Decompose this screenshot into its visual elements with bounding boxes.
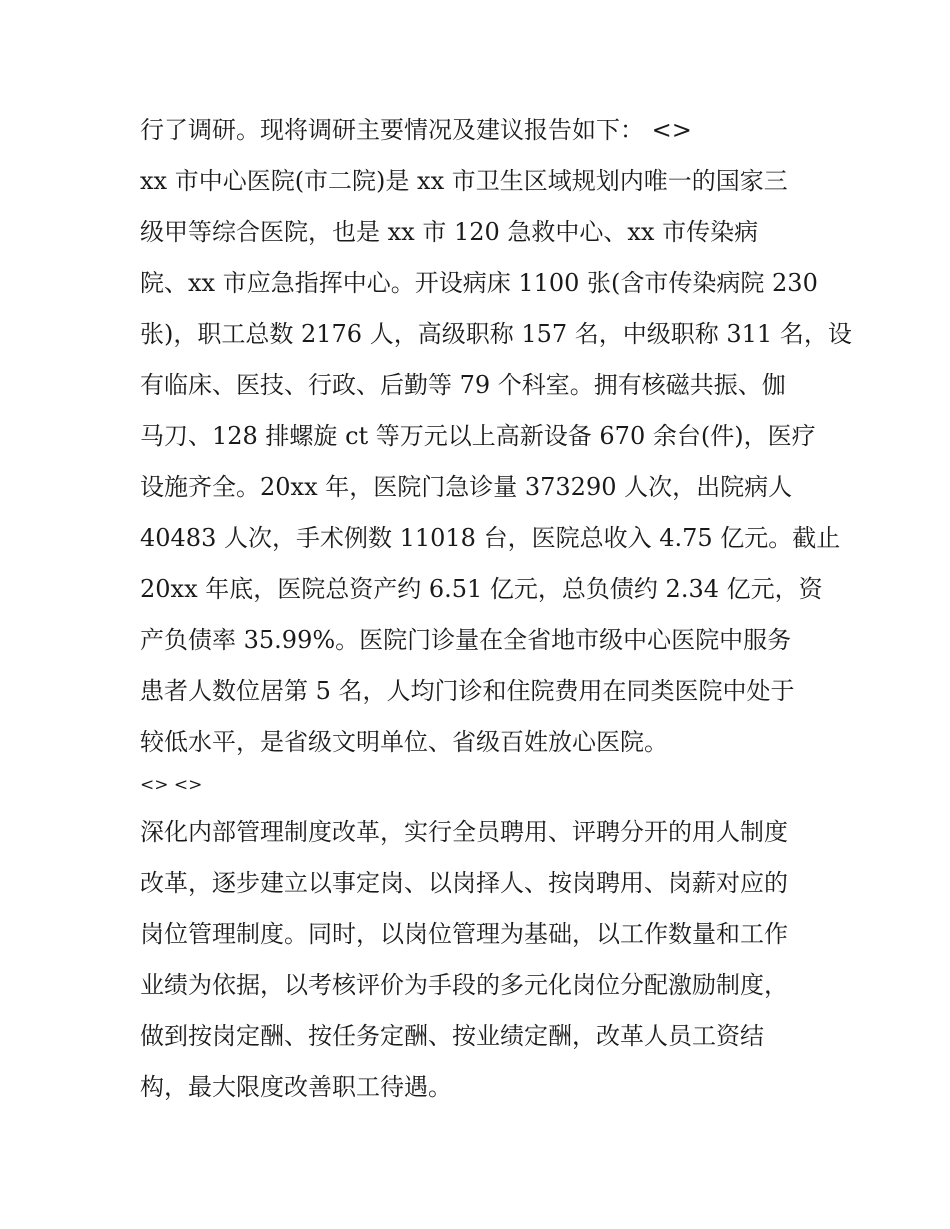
- reform-line: 改革，逐步建立以事定岗、以岗择人、按岗聘用、岗薪对应的: [140, 869, 788, 897]
- hospital-line: 产负债率 35.99%。医院门诊量在全省地市级中心医院中服务: [140, 626, 792, 654]
- reform-line: 构，最大限度改善职工待遇。: [140, 1073, 452, 1101]
- hospital-line: xx 市中心医院(市二院)是 xx 市卫生区域规划内唯一的国家三: [140, 167, 788, 195]
- reform-line: 深化内部管理制度改革，实行全员聘用、评聘分开的用人制度: [140, 818, 788, 846]
- hospital-line: 院、xx 市应急指挥中心。开设病床 1100 张(含市传染病院 230: [140, 269, 818, 297]
- intro-line: 行了调研。现将调研主要情况及建议报告如下： <>: [140, 116, 692, 144]
- hospital-line: 较低水平，是省级文明单位、省级百姓放心医院。: [140, 728, 668, 756]
- hospital-line: 有临床、医技、行政、后勤等 79 个科室。拥有核磁共振、伽: [140, 371, 786, 399]
- hospital-line: 20xx 年底，医院总资产约 6.51 亿元，总负债约 2.34 亿元，资: [140, 575, 823, 603]
- reform-line: 业绩为依据，以考核评价为手段的多元化岗位分配激励制度，: [140, 971, 788, 999]
- hospital-line: 患者人数位居第 5 名，人均门诊和住院费用在同类医院中处于: [140, 677, 795, 705]
- separator-marks: <> <>: [140, 775, 203, 795]
- hospital-line: 张)，职工总数 2176 人，高级职称 157 名，中级职称 311 名，设: [140, 320, 852, 348]
- hospital-line: 级甲等综合医院，也是 xx 市 120 急救中心、xx 市传染病: [140, 218, 759, 246]
- hospital-line: 设施齐全。20xx 年，医院门急诊量 373290 人次，出院病人: [140, 473, 793, 501]
- hospital-line: 40483 人次，手术例数 11018 台，医院总收入 4.75 亿元。截止: [140, 524, 841, 552]
- reform-line: 岗位管理制度。同时，以岗位管理为基础，以工作数量和工作: [140, 920, 788, 948]
- reform-line: 做到按岗定酬、按任务定酬、按业绩定酬，改革人员工资结: [140, 1022, 764, 1050]
- hospital-line: 马刀、128 排螺旋 ct 等万元以上高新设备 670 余台(件)，医疗: [140, 422, 816, 450]
